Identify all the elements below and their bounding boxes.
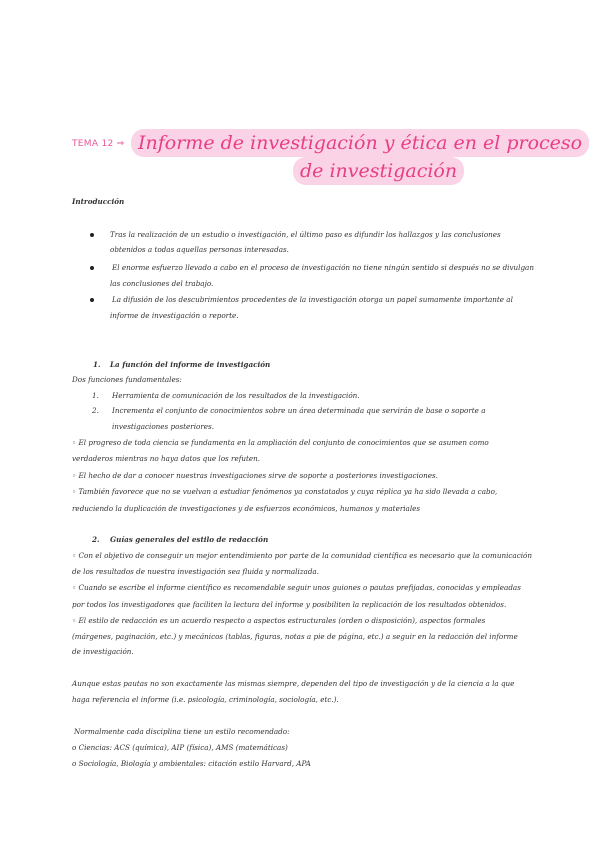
section1-note-line: ◦ También favorece que no se vuelvan a estudiar fenómenos ya constatados y cuya réplica ya ha sido llevada a cabo,: [72, 487, 498, 496]
section1-note-line: verdaderos mientras no haya datos que los refuten.: [72, 454, 261, 463]
section1-note-line: ◦ El progreso de toda ciencia se fundamenta en la ampliación del conjunto de conocimientos que se asumen como: [72, 438, 489, 447]
section2-line: (márgenes, paginación, etc.) y mecánicos (tablas, figuras, notas a pie de página, etc.) a seguir en la redacción del informe: [72, 632, 518, 641]
intro-heading: Introducción: [72, 197, 125, 206]
section2-line: de investigación.: [72, 647, 134, 656]
title-text-1: Informe de investigación y ética en el proceso: [134, 132, 586, 154]
bullet-dot: [90, 298, 94, 302]
section2-line: por todos los investigadores que faciliten la lectura del informe y posibiliten la replicación de los resultados obtenidos.: [72, 600, 507, 609]
section2-number: 2.: [92, 535, 100, 544]
section2-style-line: o Sociología, Biología y ambientales: citación estilo Harvard, APA: [72, 759, 311, 768]
section1-item-2-num: 2.: [92, 406, 99, 415]
intro-bullet-1-line1: Tras la realización de un estudio o investigación, el último paso es difundir los hallazgos y las conclusiones: [110, 230, 501, 239]
section1-note-line: reduciendo la duplicación de investigaciones y de esfuerzos económicos, humanos y materiales: [72, 504, 421, 513]
intro-bullet-3-line2: informe de investigación o reporte.: [110, 311, 239, 320]
title-text-2: de investigación: [296, 160, 461, 182]
section1-note-line: ◦ El hecho de dar a conocer nuestras investigaciones sirve de soporte a posteriores investigaciones.: [72, 471, 438, 480]
section1-heading: La función del informe de investigación: [110, 360, 271, 369]
intro-bullet-2-line2: las conclusiones del trabajo.: [110, 279, 214, 288]
section1-item-1: Herramienta de comunicación de los resultados de la investigación.: [112, 391, 360, 400]
section1-item-2-line1: Incrementa el conjunto de conocimientos sobre un área determinada que servirán de base o soporte a: [112, 406, 486, 415]
bullet-dot: [90, 233, 94, 237]
section2-heading: Guías generales del estilo de redacción: [110, 535, 269, 544]
intro-bullet-2-line1: El enorme esfuerzo llevado a cabo en el proceso de investigación no tiene ningún sentido si después no se divulgan: [112, 263, 534, 272]
section1-sub: Dos funciones fundamentales:: [72, 375, 182, 384]
section1-item-2-line2: investigaciones posteriores.: [112, 422, 214, 431]
section2-line: de los resultados de nuestra investigación sea fluida y normalizada.: [72, 567, 320, 576]
section2-norm: Normalmente cada disciplina tiene un estilo recomendado:: [74, 727, 290, 736]
tema-label: TEMA 12 ⇒: [72, 139, 125, 149]
section2-para-line: Aunque estas pautas no son exactamente las mismas siempre, dependen del tipo de investigación y de la ciencia a la que: [72, 679, 515, 688]
section2-para-line: haga referencia el informe (i.e. psicología, criminología, sociología, etc.).: [72, 695, 339, 704]
section1-number: 1.: [93, 360, 101, 369]
title-block: [72, 126, 583, 190]
intro-bullet-3-line1: La difusión de los descubrimientos procedentes de la investigación otorga un papel sumamente importante al: [112, 295, 513, 304]
section2-line: ◦ Con el objetivo de conseguir un mejor entendimiento por parte de la comunidad científica es necesario que la comunicación: [72, 551, 532, 560]
intro-bullet-1-line2: obtenidos a todas aquellas personas interesadas.: [110, 245, 289, 254]
section2-line: ◦ Cuando se escribe el informe científico es recomendable seguir unos guiones o pautas prefijadas, conocidas y empleadas: [72, 583, 521, 592]
section1-item-1-num: 1.: [92, 391, 99, 400]
title-line-1: [134, 132, 586, 154]
bullet-dot: [90, 266, 94, 270]
section2-line: ◦ El estilo de redacción es un acuerdo respecto a aspectos estructurales (orden o disposición), aspectos formales: [72, 616, 486, 625]
title-line-2: [296, 160, 461, 182]
section2-style-line: o Ciencias: ACS (química), AIP (física), AMS (matemáticas): [72, 743, 288, 752]
